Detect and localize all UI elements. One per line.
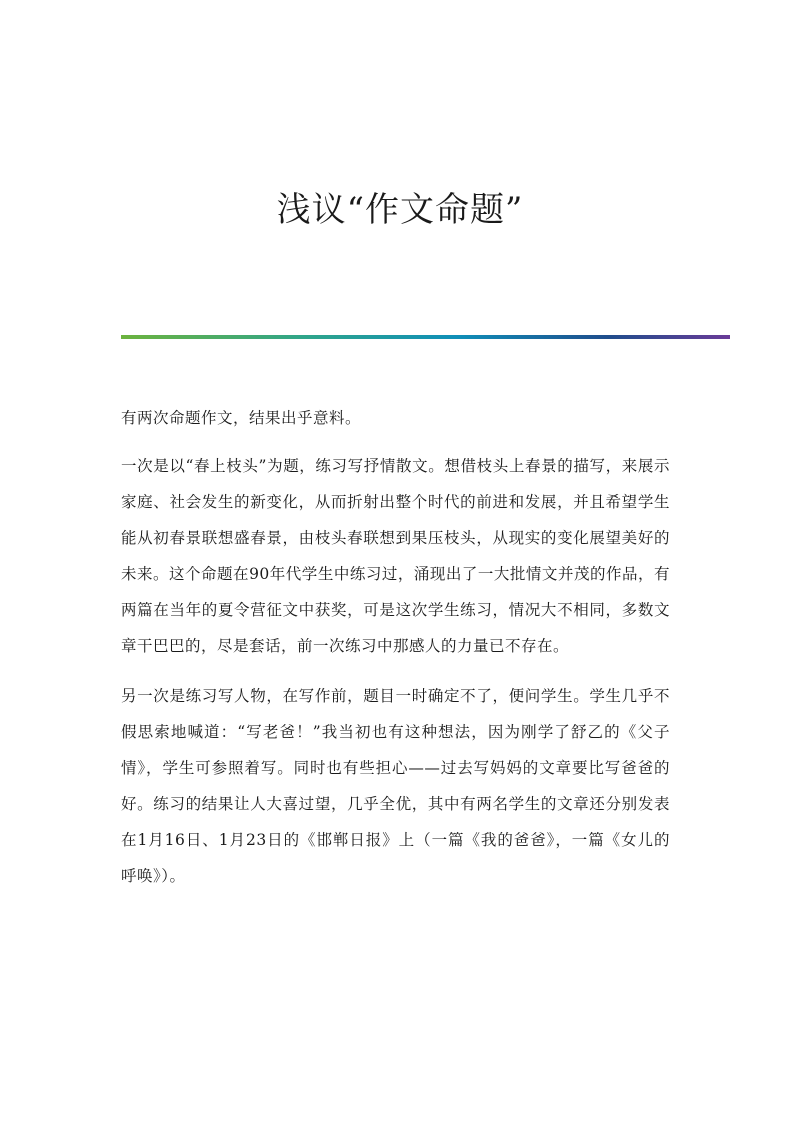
- document-body: [121, 400, 670, 908]
- paragraph-second-assignment: 另一次是练习写人物，在写作前，题目一时确定不了，便问学生。学生几乎不假思索地喊道：“写老爸！”我当初也有这种想法，因为刚学了舒乙的《父子情》，学生可参照着写。同时也有些担心——过去写妈妈的文章要比写爸爸的好。练习的结果让人大喜过望，几乎全优，其中有两名学生的文章还分别发表在1月16日、1月23日的《邯郸日报》上（一篇《我的爸爸》，一篇《女儿的呼唤》）。: [121, 687, 670, 885]
- document-title: 浅议“作文命题”: [276, 190, 524, 230]
- title-divider: [121, 335, 730, 339]
- paragraph-intro: 有两次命题作文，结果出乎意料。: [121, 409, 362, 427]
- paragraph-first-assignment: 一次是以“春上枝头”为题，练习写抒情散文。想借枝头上春景的描写，来展示家庭、社会发生的新变化，从而折射出整个时代的前进和发展，并且希望学生能从初春景联想盛春景，由枝头春联想到果压枝头，从现实的变化展望美好的未来。这个命题在90年代学生中练习过，涌现出了一大批情文并茂的作品，有两篇在当年的夏令营征文中获奖，可是这次学生练习，情况大不相同，多数文章干巴巴的，尽是套话，前一次练习中那感人的力量已不存在。: [121, 457, 670, 655]
